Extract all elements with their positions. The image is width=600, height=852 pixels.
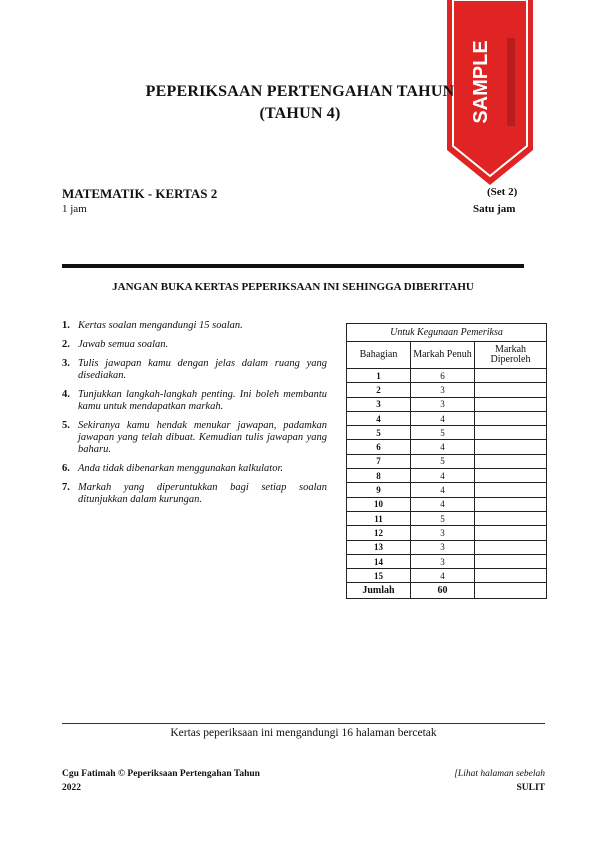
obtained-marks-cell [475,426,547,440]
section-number: 5 [347,426,411,440]
obtained-marks-cell [475,497,547,511]
table-row [347,483,547,497]
exam-year-level: (TAHUN 4) [259,105,341,122]
exam-title: PEPERIKSAAN PERTENGAHAN TAHUN [145,83,455,100]
footer-divider-line [62,723,545,724]
instruction-item: 7. Markah yang diperuntukkan bagi setiap soalan ditunjukkan dalam kurungan. [62,482,327,505]
section-number: 7 [347,454,411,468]
full-marks-value: 3 [411,540,475,554]
table-row [347,369,547,383]
table-row [347,411,547,425]
section-number: 3 [347,397,411,411]
full-marks-value: 4 [411,497,475,511]
sample-label: SAMPLE [470,40,492,124]
section-number: 10 [347,497,411,511]
table-caption: Untuk Kegunaan Pemeriksa [347,324,547,342]
table-row [347,554,547,568]
exam-duration-words: Satu jam [473,203,516,215]
obtained-marks-cell [475,397,547,411]
obtained-marks-cell [475,483,547,497]
instruction-item: 1. Kertas soalan mengandungi 15 soalan. [62,320,243,331]
divider-line [62,264,524,268]
full-marks-value: 4 [411,569,475,583]
section-number: 9 [347,483,411,497]
classification-label: SULIT [516,783,545,793]
total-obtained-cell [475,583,547,599]
section-number: 4 [347,411,411,425]
section-number: 15 [347,569,411,583]
obtained-marks-cell [475,569,547,583]
page-count-note: Kertas peperiksaan ini mengandungi 16 halaman bercetak [170,727,437,739]
instruction-item: 2. Jawab semua soalan. [62,339,169,350]
footer-year: 2022 [62,783,81,793]
table-row [347,497,547,511]
subject-paper: MATEMATIK - KERTAS 2 [62,186,218,201]
next-page-note: [Lihat halaman sebelah [454,769,545,779]
full-marks-value: 4 [411,440,475,454]
obtained-marks-cell [475,511,547,525]
obtained-marks-cell [475,411,547,425]
table-row [347,426,547,440]
column-header-section: Bahagian [347,342,411,369]
obtained-marks-cell [475,454,547,468]
full-marks-value: 3 [411,526,475,540]
full-marks-value: 5 [411,511,475,525]
instruction-item: 3. Tulis jawapan kamu dengan jelas dalam ruang yang disediakan. [62,358,327,381]
section-number: 14 [347,554,411,568]
full-marks-value: 6 [411,369,475,383]
instruction-item: 5. Sekiranya kamu hendak menukar jawapan, padamkan jawapan yang telah dibuat. Kemudian tulis jawapan yang baharu. [62,420,327,455]
section-number: 11 [347,511,411,525]
total-label: Jumlah [347,583,411,599]
section-number: 2 [347,383,411,397]
total-full-marks: 60 [411,583,475,599]
column-header-obtained-marks: Markah Diperoleh [475,342,547,369]
instructions-list [62,320,327,513]
full-marks-value: 4 [411,411,475,425]
section-number: 1 [347,369,411,383]
marks-rows [347,369,547,583]
obtained-marks-cell [475,554,547,568]
obtained-marks-cell [475,469,547,483]
obtained-marks-cell [475,383,547,397]
obtained-marks-cell [475,540,547,554]
full-marks-value: 4 [411,469,475,483]
exam-duration: 1 jam [62,203,87,215]
section-number: 13 [347,540,411,554]
full-marks-value: 5 [411,454,475,468]
full-marks-value: 3 [411,383,475,397]
full-marks-value: 5 [411,426,475,440]
table-row [347,440,547,454]
obtained-marks-cell [475,369,547,383]
section-number: 8 [347,469,411,483]
obtained-marks-cell [475,526,547,540]
table-row [347,397,547,411]
table-row [347,511,547,525]
exam-set: (Set 2) [487,186,518,198]
table-row [347,540,547,554]
obtained-marks-cell [475,440,547,454]
table-row [347,454,547,468]
table-row [347,569,547,583]
examiner-marks-table [346,323,547,599]
full-marks-value: 3 [411,554,475,568]
table-row [347,383,547,397]
instruction-item: 6. Anda tidak dibenarkan menggunakan kalkulator. [62,463,284,474]
do-not-open-warning: JANGAN BUKA KERTAS PEPERIKSAAN INI SEHINGGA DIBERITAHU [112,281,474,293]
table-row [347,469,547,483]
table-row [347,526,547,540]
section-number: 12 [347,526,411,540]
full-marks-value: 4 [411,483,475,497]
footer-author: Cgu Fatimah © Peperiksaan Pertengahan Tahun [62,769,260,779]
column-header-full-marks: Markah Penuh [411,342,475,369]
instruction-item: 4. Tunjukkan langkah-langkah penting. Ini boleh membantu kamu untuk mendapatkan markah. [62,389,327,412]
section-number: 6 [347,440,411,454]
full-marks-value: 3 [411,397,475,411]
